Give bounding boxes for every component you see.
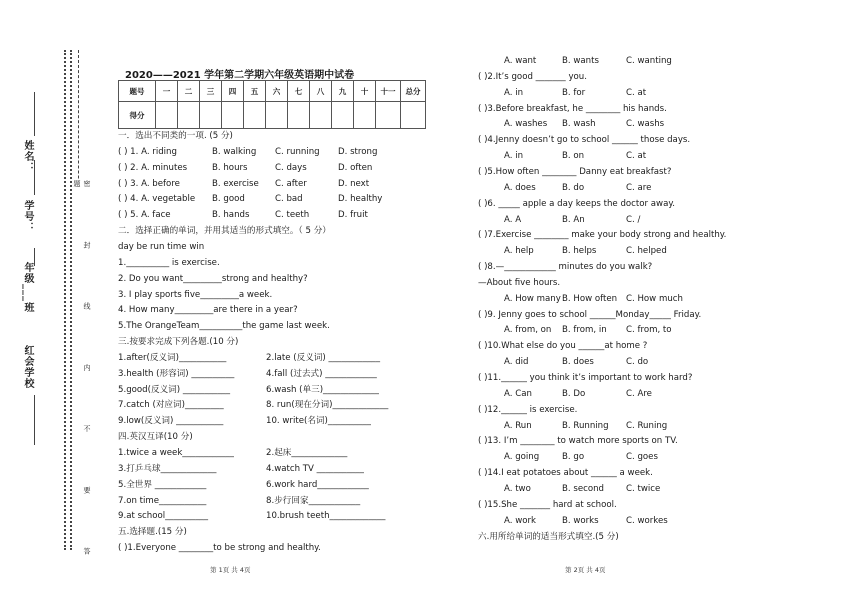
line-text: A. washes xyxy=(504,119,548,130)
option-text: C. wanting xyxy=(626,56,672,66)
option-text: 2.起床_____________ xyxy=(266,448,348,458)
question-line xyxy=(118,399,436,411)
option-text: B. How often xyxy=(562,293,618,304)
score-blank-cell[interactable] xyxy=(354,102,376,129)
option-text: 2.late (反义词) ____________ xyxy=(266,352,381,363)
option-text: B. good xyxy=(212,194,245,205)
option-text: C. twice xyxy=(626,483,661,494)
score-header-cell: 题号 xyxy=(119,81,156,102)
line-text: ( )10.What else do you ______at home ? xyxy=(478,341,648,352)
option-text: B. go xyxy=(562,452,585,463)
score-blank-cell[interactable] xyxy=(200,102,222,129)
line-text: A. does xyxy=(504,182,536,193)
question-line xyxy=(478,229,778,241)
line-text: 5.good(反义词) ___________ xyxy=(118,384,231,395)
line-text: ( )1.Everyone ________to be strong and healthy. xyxy=(118,543,321,554)
question-line xyxy=(478,87,778,99)
exam-title: 2020——2021 学年第二学期六年级英语期中试卷 xyxy=(125,70,355,81)
score-header-cell: 一 xyxy=(156,81,178,102)
binding-margin xyxy=(0,0,108,608)
option-text: B. do xyxy=(562,182,585,193)
line-text: 二．选择正确的单词，并用其适当的形式填空。（ 5 分） xyxy=(118,226,331,237)
score-value-row xyxy=(119,102,426,129)
option-text: C. do xyxy=(626,357,649,368)
line-text: A. Can xyxy=(504,388,532,399)
score-header-cell: 六 xyxy=(266,81,288,102)
score-header-cell: 八 xyxy=(310,81,332,102)
line-text: A. A xyxy=(504,214,522,225)
line-text: 4. How many_________are there in a year? xyxy=(118,305,298,316)
option-text: 6.work hard____________ xyxy=(266,479,369,490)
question-line xyxy=(478,420,778,432)
score-blank-cell[interactable] xyxy=(332,102,354,129)
left-column xyxy=(118,0,436,608)
question-line xyxy=(118,273,436,285)
option-text: C. Runing xyxy=(626,420,668,431)
option-text: B. An xyxy=(562,214,585,225)
score-blank-cell[interactable] xyxy=(266,102,288,129)
question-line xyxy=(478,71,778,83)
score-row-label: 得分 xyxy=(119,102,156,129)
score-blank-cell[interactable] xyxy=(310,102,332,129)
score-blank-cell[interactable] xyxy=(288,102,310,129)
option-text: 10. write(名词)__________ xyxy=(266,416,371,427)
score-header-cell: 九 xyxy=(332,81,354,102)
option-text: C. at xyxy=(626,151,647,162)
line-text: ( ) 4. A. vegetable xyxy=(118,194,196,205)
option-text: D. fruit xyxy=(338,210,368,221)
option-text: D. next xyxy=(338,178,370,189)
question-line xyxy=(118,130,436,142)
score-header-cell: 四 xyxy=(222,81,244,102)
option-text: B. wash xyxy=(562,119,596,130)
option-text: C. bad xyxy=(275,194,303,205)
question-line xyxy=(118,447,436,459)
option-text: 8.步行回家____________ xyxy=(266,495,361,506)
question-line xyxy=(118,510,436,522)
seal-dotted-line-1 xyxy=(64,50,66,550)
question-line xyxy=(118,289,436,301)
line-text: ( ) 1. A. riding xyxy=(118,146,177,157)
line-text: A. from, on xyxy=(504,325,552,336)
line-text: 六.用所给单词的适当形式填空.(5 分) xyxy=(478,531,619,542)
question-line xyxy=(118,431,436,443)
option-text: C. from, to xyxy=(626,325,672,336)
option-text: C. at xyxy=(626,87,647,98)
score-header-cell: 总分 xyxy=(401,81,426,102)
score-blank-cell[interactable] xyxy=(244,102,266,129)
line-text: A. help xyxy=(504,246,534,257)
option-text: 4.watch TV ___________ xyxy=(266,463,364,474)
option-text: C. workes xyxy=(626,515,668,526)
option-text: B. for xyxy=(562,87,586,98)
question-line xyxy=(478,309,778,321)
option-text: B. wants xyxy=(562,56,599,66)
score-header-cell: 十一 xyxy=(376,81,401,102)
question-line xyxy=(478,340,778,352)
question-line xyxy=(118,241,436,253)
line-text: 1.__________ is exercise. xyxy=(118,257,220,268)
question-line xyxy=(118,495,436,507)
option-text: B. hours xyxy=(212,162,248,173)
question-line xyxy=(118,336,436,348)
line-text: ( )5.How often ________ Danny eat breakfast? xyxy=(478,166,672,177)
line-text: 7.catch (对应词)_________ xyxy=(118,400,224,411)
option-text: 4.fall (过去式) ____________ xyxy=(266,368,377,379)
option-text: C. How much xyxy=(626,293,683,304)
line-text: ( )14.I eat potatoes about ______ a week. xyxy=(478,468,653,479)
line-text: 9.at school__________ xyxy=(118,511,209,522)
option-text: C. washs xyxy=(626,119,665,130)
question-line xyxy=(478,483,778,495)
question-line xyxy=(478,388,778,400)
line-text: A. going xyxy=(504,452,540,463)
question-line xyxy=(118,225,436,237)
question-line xyxy=(118,209,436,221)
question-line xyxy=(478,515,778,527)
line-text: A. did xyxy=(504,357,529,368)
question-line xyxy=(118,542,436,554)
line-text: 9.low(反义词) ___________ xyxy=(118,416,224,427)
page-footer-right: 第 2页 共 4页 xyxy=(565,566,606,574)
score-header-cell: 二 xyxy=(178,81,200,102)
line-text: ( )2.It’s good _______ you. xyxy=(478,71,587,82)
line-text: 四.英汉互译(10 分) xyxy=(118,432,193,443)
line-text: 三.按要求完成下列各题.(10 分) xyxy=(118,337,239,348)
line-text: ( )8.—____________ minutes do you walk? xyxy=(478,262,653,273)
line-text: 3.health (形容词) __________ xyxy=(118,368,235,379)
question-line xyxy=(118,384,436,396)
line-text: ( )13. I’m ________ to watch more sports on TV. xyxy=(478,436,678,447)
line-text: A. How many xyxy=(504,293,561,304)
option-text: C. goes xyxy=(626,452,658,463)
name-label: 姓名： xyxy=(22,140,33,173)
line-text: ( )12.______ is exercise. xyxy=(478,404,578,415)
question-line xyxy=(478,134,778,146)
question-line xyxy=(478,103,778,115)
question-line xyxy=(478,324,778,336)
question-line xyxy=(478,435,778,447)
option-text: C. after xyxy=(275,178,307,189)
score-header-cell: 三 xyxy=(200,81,222,102)
line-text: 5.全世界 ____________ xyxy=(118,479,207,490)
line-text: ( )4.Jenny doesn’t go to school ______ those days. xyxy=(478,135,691,146)
question-line xyxy=(478,198,778,210)
line-text: A. Run xyxy=(504,420,532,431)
option-text: 10.brush teeth_____________ xyxy=(266,511,386,522)
line-text: ( ) 2. A. minutes xyxy=(118,162,188,173)
question-line xyxy=(478,55,778,67)
score-blank-cell[interactable] xyxy=(376,102,401,129)
question-line xyxy=(118,193,436,205)
option-text: B. second xyxy=(562,483,605,494)
line-text: day be run time win xyxy=(118,241,205,252)
line-text: ( )3.Before breakfast, he ________ his hands. xyxy=(478,103,667,114)
student-no-label: 学号： xyxy=(22,200,33,233)
option-text: B. from, in xyxy=(562,325,607,336)
option-text: D. healthy xyxy=(338,194,383,205)
line-text: 1.after(反义词)___________ xyxy=(118,352,227,363)
question-line xyxy=(118,162,436,174)
question-line xyxy=(118,415,436,427)
question-line xyxy=(118,352,436,364)
question-line xyxy=(478,245,778,257)
option-text: D. often xyxy=(338,162,373,173)
grade-class-label: 年级___班 xyxy=(22,262,33,313)
question-line xyxy=(478,150,778,162)
line-text: A. in xyxy=(504,87,524,98)
line-text: ( ) 5. A. face xyxy=(118,210,171,221)
option-text: C. Are xyxy=(626,388,652,399)
option-text: C. days xyxy=(275,162,307,173)
line-text: 7.on time___________ xyxy=(118,495,207,506)
page-footer-left: 第 1页 共 4页 xyxy=(210,566,251,574)
question-line xyxy=(118,526,436,538)
option-text: 8. run(现在分词)_____________ xyxy=(266,400,389,411)
line-text: ( )11.______ you think it’s important to work hard? xyxy=(478,373,693,383)
question-line xyxy=(118,304,436,316)
line-text: ( )15.She _______ hard at school. xyxy=(478,499,617,510)
score-header-cell: 十 xyxy=(354,81,376,102)
question-line xyxy=(478,277,778,289)
school-blank xyxy=(34,395,35,445)
right-column xyxy=(478,0,778,608)
score-blank-cell[interactable] xyxy=(178,102,200,129)
option-text: B. walking xyxy=(212,146,257,157)
question-line xyxy=(478,499,778,511)
school-label: 红会学校 xyxy=(22,345,33,389)
question-line xyxy=(478,118,778,130)
question-line xyxy=(478,214,778,226)
score-header-row xyxy=(119,81,426,102)
line-text: 1.twice a week____________ xyxy=(118,448,234,458)
line-text: 3.打乒乓球_____________ xyxy=(118,463,217,474)
question-line xyxy=(478,404,778,416)
question-line xyxy=(478,166,778,178)
question-line xyxy=(118,368,436,380)
line-text: A. want xyxy=(504,56,537,66)
name-blank xyxy=(34,92,35,136)
option-text: B. does xyxy=(562,357,594,368)
option-text: C. are xyxy=(626,182,652,193)
line-text: 2. Do you want_________strong and healthy? xyxy=(118,273,308,284)
option-text: B. works xyxy=(562,515,599,526)
option-text: B. exercise xyxy=(212,178,259,189)
question-line xyxy=(118,463,436,475)
line-text: ( )9. Jenny goes to school ______Monday_____ Friday. xyxy=(478,309,702,320)
question-line xyxy=(478,531,778,543)
question-line xyxy=(478,356,778,368)
line-text: ( )7.Exercise ________ make your body strong and healthy. xyxy=(478,230,727,241)
option-text: B. Do xyxy=(562,388,586,399)
option-text: 6.wash (单三)_____________ xyxy=(266,384,379,395)
line-text: A. two xyxy=(504,483,531,494)
score-blank-cell[interactable] xyxy=(222,102,244,129)
line-text: 一．选出不同类的一项. (5 分) xyxy=(118,131,233,141)
grade-blank xyxy=(34,248,35,266)
line-text: A. in xyxy=(504,151,524,162)
question-line xyxy=(118,257,436,269)
option-text: B. on xyxy=(562,151,585,162)
question-line xyxy=(118,178,436,190)
question-line xyxy=(478,293,778,305)
question-line xyxy=(478,372,778,384)
line-text: ( ) 3. A. before xyxy=(118,178,180,189)
line-text: —About five hours. xyxy=(478,277,561,288)
line-text: 5.The OrangeTeam__________the game last week. xyxy=(118,321,330,332)
option-text: B. helps xyxy=(562,246,597,257)
option-text: C. teeth xyxy=(275,210,310,221)
line-text: 五.选择题.(15 分) xyxy=(118,527,187,538)
question-line xyxy=(478,182,778,194)
option-text: B. Running xyxy=(562,420,609,431)
line-text: 3. I play sports five_________a week. xyxy=(118,289,273,300)
question-line xyxy=(478,451,778,463)
question-line xyxy=(118,146,436,158)
option-text: C. helped xyxy=(626,246,667,257)
question-line xyxy=(118,320,436,332)
score-header-cell: 五 xyxy=(244,81,266,102)
score-table xyxy=(118,80,426,129)
score-header-cell: 七 xyxy=(288,81,310,102)
question-line xyxy=(118,479,436,491)
line-text: ( )6. _____ apple a day keeps the doctor away. xyxy=(478,198,675,209)
question-line xyxy=(478,261,778,273)
option-text: D. strong xyxy=(338,146,378,157)
line-text: A. work xyxy=(504,515,536,526)
option-text: B. hands xyxy=(212,210,250,221)
option-text: C. / xyxy=(626,214,641,225)
score-blank-cell[interactable] xyxy=(401,102,426,129)
score-blank-cell[interactable] xyxy=(156,102,178,129)
question-line xyxy=(478,467,778,479)
option-text: C. running xyxy=(275,146,320,157)
seal-text: 密 封 线 内 不 要 答 题 xyxy=(72,180,92,608)
